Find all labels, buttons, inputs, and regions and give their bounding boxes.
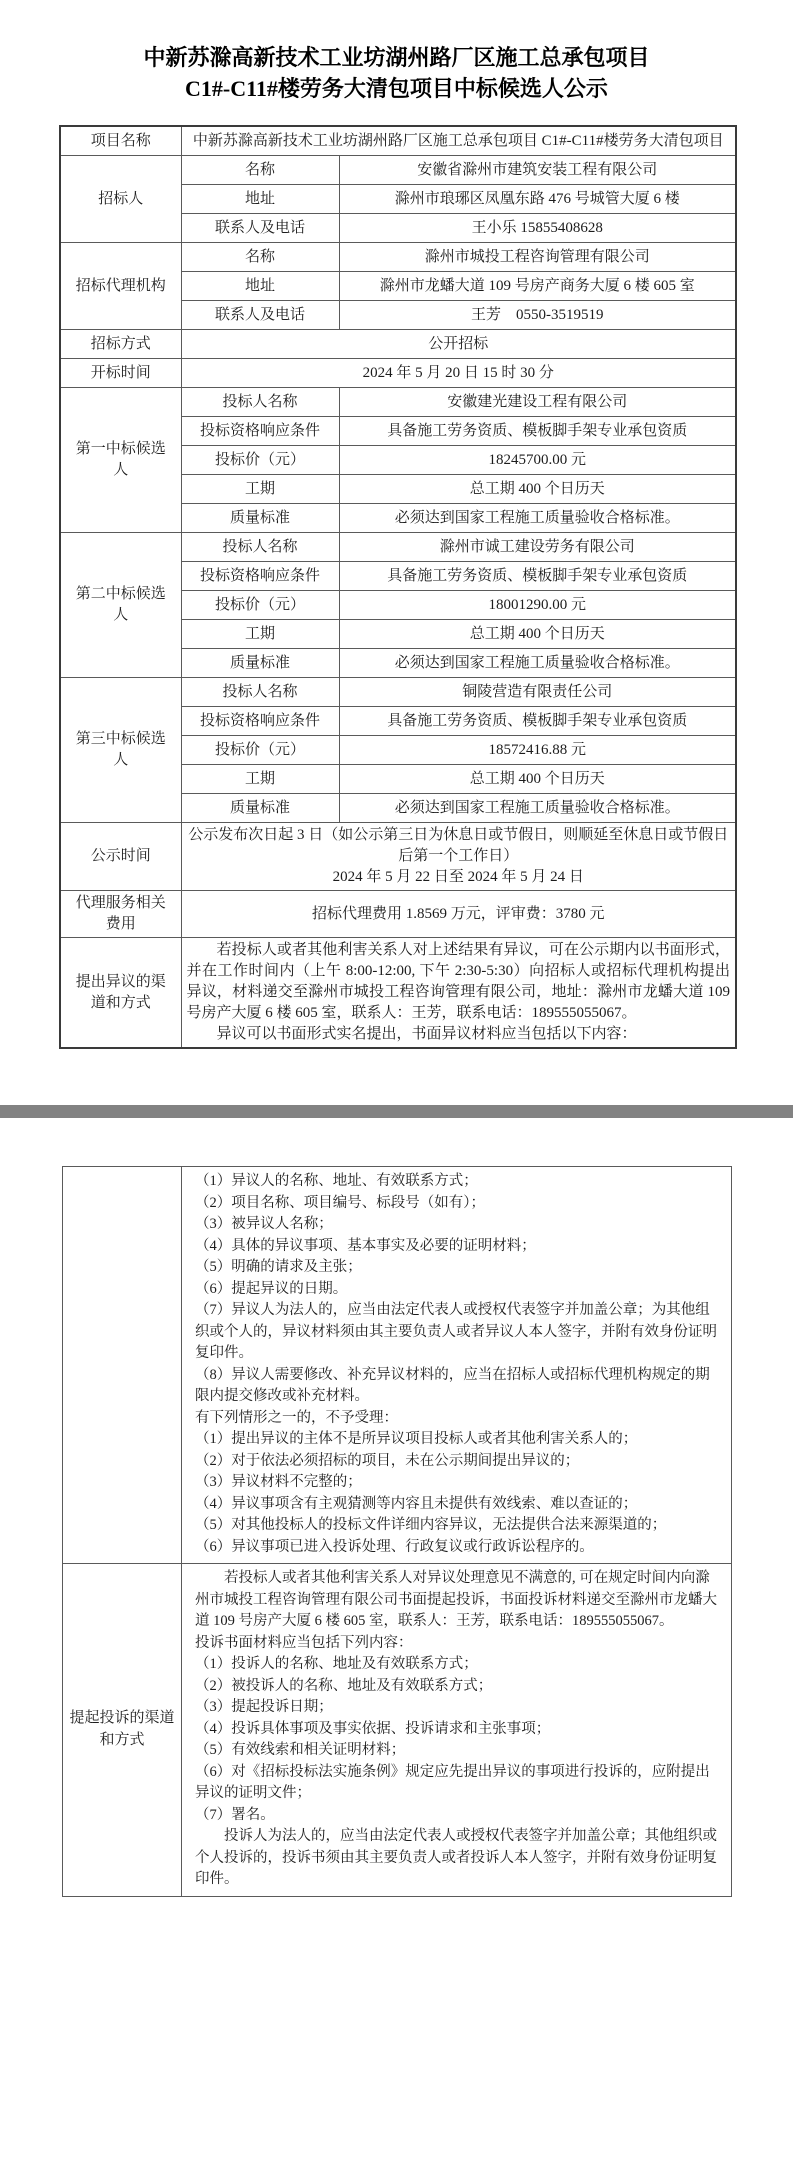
agency-contact-value: 王芳 0550-3519519 [339,301,736,330]
candidate-1-qualification-label: 投标资格响应条件 [181,417,339,446]
text-line: （4）具体的异议事项、基本事实及必要的证明材料； [195,1237,536,1254]
complaint-channel-text [182,1564,732,1897]
candidate-3-label: 第三中标候选人 [60,678,181,823]
text-line: （5）明确的请求及主张； [195,1259,362,1275]
candidate-2-bidder-label: 投标人名称 [181,533,339,562]
publicity-period-label: 公示时间 [60,823,181,891]
table-row [60,156,736,185]
candidate-3-qualification-label: 投标资格响应条件 [181,707,339,736]
page-break-divider [0,1105,793,1118]
table-row [60,243,736,272]
table-row [60,678,736,707]
table-row [63,1564,732,1897]
candidate-2-price-value: 18001290.00 元 [339,591,736,620]
candidate-3-price-label: 投标价（元） [181,736,339,765]
text-line: （3）被异议人名称； [195,1216,333,1232]
candidate-2-duration-label: 工期 [181,620,339,649]
text-line: （3）异议材料不完整的； [195,1474,362,1490]
agency-name-value: 滁州市城投工程咨询管理有限公司 [339,243,736,272]
candidate-3-quality-value: 必须达到国家工程施工质量验收合格标准。 [339,794,736,823]
objection-continued-label-empty [63,1167,182,1564]
candidate-1-qualification-value: 具备施工劳务资质、模板脚手架专业承包资质 [339,417,736,446]
text-line: （7）异议人为法人的，应当由法定代表人或授权代表签字并加盖公章；为其他组织或个人的，异议材料须由其主要负责人或者异议人本人签字，并附有效身份证明复印件。 [195,1302,717,1361]
candidate-1-bidder-label: 投标人名称 [181,388,339,417]
tenderer-name-label: 名称 [181,156,339,185]
table-row [60,533,736,562]
bottom-whitespace [0,1897,793,2177]
agency-address-value: 滁州市龙蟠大道 109 号房产商务大厦 6 楼 605 室 [339,272,736,301]
objection-items-cell [182,1167,732,1564]
table-row [60,388,736,417]
text-line: （2）项目名称、项目编号、标段号（如有）； [195,1194,485,1211]
title-line-1: 中新苏滁高新技术工业坊湖州路厂区施工总承包项目 [143,45,650,70]
text-line: （6）提起异议的日期。 [195,1280,348,1297]
tenderer-name-value: 安徽省滁州市建筑安装工程有限公司 [339,156,736,185]
objection-channel-text [181,938,736,1049]
text-line: （7）署名。 [195,1806,275,1823]
tenderer-label: 招标人 [60,156,181,243]
tenderer-contact-label: 联系人及电话 [181,214,339,243]
document-page [0,42,793,2177]
text-line: （2）被投诉人的名称、地址及有效联系方式； [195,1677,493,1694]
table-row [60,126,736,156]
candidate-1-price-value: 18245700.00 元 [339,446,736,475]
tenderer-address-value: 滁州市琅琊区凤凰东路 476 号城管大厦 6 楼 [339,185,736,214]
project-name-label: 项目名称 [60,126,181,156]
agency-contact-label: 联系人及电话 [181,301,339,330]
candidate-2-quality-label: 质量标准 [181,649,339,678]
publicity-line-1: 公示发布次日起 3 日（如公示第三日为休息日或节假日，则顺延至休息日或节假日后第一个工作日） [188,827,729,864]
text-line: （3）提起投诉日期； [195,1699,333,1715]
agency-address-label: 地址 [181,272,339,301]
text-line: 有下列情形之一的，不予受理： [195,1409,398,1426]
complaint-items [195,1654,721,1826]
table-row [60,891,736,938]
tender-method-value: 公开招标 [181,330,736,359]
text-line: （1）投诉人的名称、地址及有效联系方式； [195,1656,478,1672]
text-line: （6）异议事项已进入投诉处理、行政复议或行政诉讼程序的。 [195,1538,594,1555]
table-row [60,823,736,891]
objection-channel-label: 提出异议的渠道和方式 [60,938,181,1049]
candidate-1-label: 第一中标候选人 [60,388,181,533]
candidate-1-duration-value: 总工期 400 个日历天 [339,475,736,504]
text-line: （4）异议事项含有主观猜测等内容且未提供有效线索、难以查证的； [195,1495,638,1512]
agency-label: 招标代理机构 [60,243,181,330]
text-line: （4）投诉具体事项及事实依据、投诉请求和主张事项； [195,1720,551,1737]
candidate-3-duration-label: 工期 [181,765,339,794]
candidate-1-price-label: 投标价（元） [181,446,339,475]
candidate-1-quality-value: 必须达到国家工程施工质量验收合格标准。 [339,504,736,533]
candidate-3-duration-value: 总工期 400 个日历天 [339,765,736,794]
candidate-2-qualification-label: 投标资格响应条件 [181,562,339,591]
agency-fee-value: 招标代理费用 1.8569 万元，评审费：3780 元 [181,891,736,938]
candidate-3-qualification-value: 具备施工劳务资质、模板脚手架专业承包资质 [339,707,736,736]
candidate-2-price-label: 投标价（元） [181,591,339,620]
text-line: （1）异议人的名称、地址、有效联系方式； [195,1173,478,1189]
text-line: （5）有效线索和相关证明材料； [195,1742,406,1758]
candidate-1-quality-label: 质量标准 [181,504,339,533]
candidate-2-duration-value: 总工期 400 个日历天 [339,620,736,649]
candidate-3-bidder-label: 投标人名称 [181,678,339,707]
text-line: （2）对于依法必须招标的项目，未在公示期间提出异议的； [195,1452,580,1469]
candidate-3-price-value: 18572416.88 元 [339,736,736,765]
table-row [63,1167,732,1564]
candidate-2-qualification-value: 具备施工劳务资质、模板脚手架专业承包资质 [339,562,736,591]
bid-announcement-table-continued [62,1166,732,1897]
candidate-2-bidder-value: 滁州市诚工建设劳务有限公司 [339,533,736,562]
text-line: （5）对其他投标人的投标文件详细内容异议，无法提供合法来源渠道的； [195,1517,667,1533]
publicity-line-2: 2024 年 5 月 22 日至 2024 年 5 月 24 日 [332,869,584,885]
project-name-value: 中新苏滁高新技术工业坊湖州路厂区施工总承包项目 C1#-C11#楼劳务大清包项目 [181,126,736,156]
publicity-period-value [181,823,736,891]
agency-name-label: 名称 [181,243,339,272]
candidate-3-bidder-value: 铜陵营造有限责任公司 [339,678,736,707]
bid-announcement-table [59,125,737,1049]
text-line: （8）异议人需要修改、补充异议材料的，应当在招标人或招标代理机构规定的期限内提交修改或补充材料。 [195,1366,710,1404]
bid-opening-time-value: 2024 年 5 月 20 日 15 时 30 分 [181,359,736,388]
text-line: （6）对《招标投标法实施条例》规定应先提出异议的事项进行投诉的，应附提出异议的证明文件； [195,1763,710,1801]
document-title [0,42,793,104]
complaint-channel-label: 提起投诉的渠道和方式 [63,1564,182,1897]
table-row [60,330,736,359]
agency-fee-label: 代理服务相关费用 [60,891,181,938]
table-row [60,359,736,388]
tender-method-label: 招标方式 [60,330,181,359]
tenderer-contact-value: 王小乐 15855408628 [339,214,736,243]
objection-paragraph-1: 若投标人或者其他利害关系人对上述结果有异议，可在公示期内以书面形式，并在工作时间内（上午 8:00-12:00, 下午 2:30-5:30）向招标人或招标代理机构提出异议，材料递交至滁州市城投工程咨询管理有限公司，地址：滁州市龙蟠大道 109 号房产大厦 6 楼 605 室，联系人：王芳，联系电话：189555055067。 [186,942,731,1021]
candidate-2-label: 第二中标候选人 [60,533,181,678]
candidate-2-quality-value: 必须达到国家工程施工质量验收合格标准。 [339,649,736,678]
complaint-end-paragraph: 投诉人为法人的，应当由法定代表人或授权代表签字并加盖公章；其他组织或个人投诉的，投诉书须由其主要负责人或者投诉人本人签字，并附有效身份证明复印件。 [195,1828,717,1887]
complaint-list-heading: 投诉书面材料应当包括下列内容： [195,1634,413,1651]
candidate-1-bidder-value: 安徽建光建设工程有限公司 [339,388,736,417]
candidate-1-duration-label: 工期 [181,475,339,504]
bid-opening-time-label: 开标时间 [60,359,181,388]
candidate-3-quality-label: 质量标准 [181,794,339,823]
tenderer-address-label: 地址 [181,185,339,214]
text-line: （1）提出异议的主体不是所异议项目投标人或者其他利害关系人的； [195,1431,638,1447]
title-line-2: C1#-C11#楼劳务大清包项目中标候选人公示 [185,76,608,101]
objection-paragraph-2: 异议可以书面形式实名提出，书面异议材料应当包括以下内容： [216,1026,637,1042]
table-row [60,938,736,1049]
complaint-intro-paragraph: 若投标人或者其他利害关系人对异议处理意见不满意的, 可在规定时间内向滁州市城投工程咨询管理有限公司书面提起投诉，书面投诉材料递交至滁州市龙蟠大道 109 号房产大厦 6 楼 605 室，联系人：王芳，联系电话：189555055067。 [195,1570,717,1629]
